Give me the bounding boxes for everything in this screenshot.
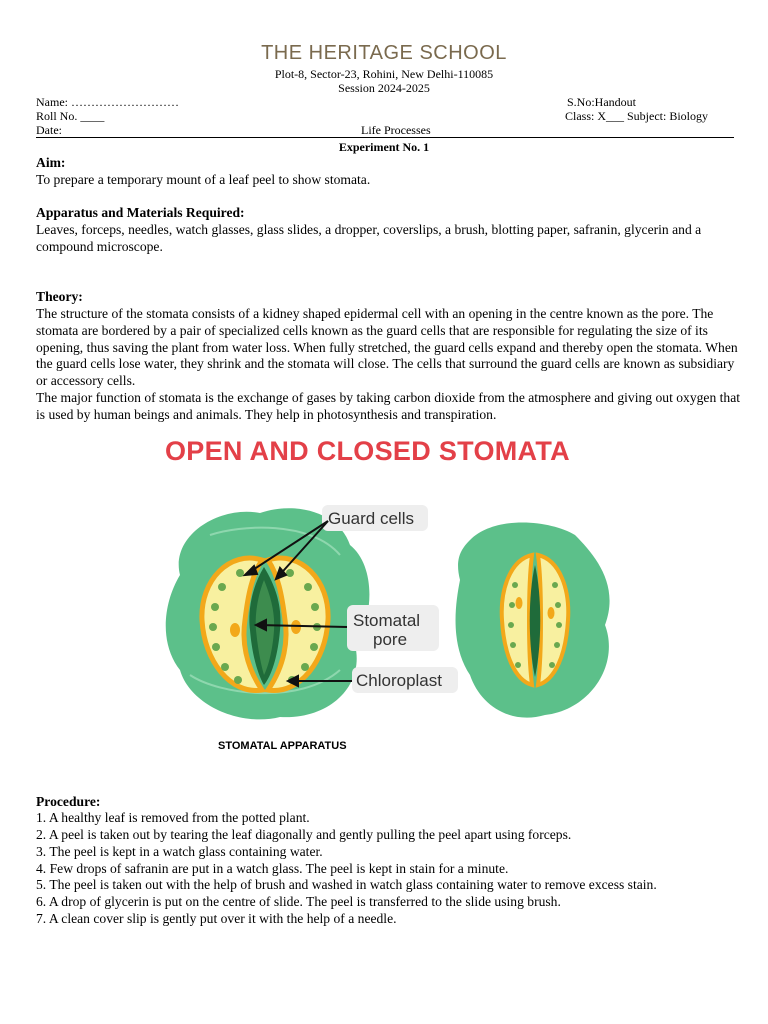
- session: Session 2024-2025: [338, 81, 430, 95]
- procedure-step: 6. A drop of glycerin is put on the centre of slide. The peel is transferred to the slide using brush.: [36, 894, 561, 909]
- chapter-name: Life Processes: [361, 123, 431, 137]
- label-stomatal: Stomatal: [353, 611, 421, 630]
- class-subject: Class: X___ Subject: Biology: [565, 109, 709, 123]
- name-field: Name: ………………………: [36, 95, 179, 109]
- roll-number-field: Roll No. ____: [36, 109, 105, 123]
- label-chloroplast: Chloroplast: [356, 671, 442, 690]
- procedure-step: 4. Few drops of safranin are put in a watch glass. The peel is kept in stain for a minute.: [36, 861, 509, 876]
- school-name: THE HERITAGE SCHOOL: [261, 42, 507, 64]
- aim-text: To prepare a temporary mount of a leaf peel to show stomata.: [36, 172, 371, 187]
- label-pore: pore: [373, 630, 408, 649]
- procedure-step: 3. The peel is kept in a watch glass containing water.: [36, 844, 323, 859]
- header-divider: [36, 137, 734, 138]
- figure-caption: STOMATAL APPARATUS: [218, 740, 347, 752]
- theory-heading: Theory:: [36, 289, 83, 304]
- date-field: Date:: [36, 123, 62, 137]
- experiment-number: Experiment No. 1: [338, 140, 430, 154]
- procedure-heading: Procedure:: [36, 794, 101, 809]
- theory-paragraph-2: The major function of stomata is the exchange of gases by taking carbon dioxide from the atmosphere and giving out oxygen that is used by human beings and animals. They help in photosynthesis and transpiration.: [36, 390, 741, 422]
- school-address: Plot-8, Sector-23, Rohini, New Delhi-110085: [274, 67, 494, 81]
- aim-heading: Aim:: [36, 155, 66, 170]
- apparatus-heading: Apparatus and Materials Required:: [36, 205, 245, 220]
- label-guard-cells: Guard cells: [328, 509, 414, 528]
- procedure-step: 7. A clean cover slip is gently put over it with the help of a needle.: [36, 911, 397, 926]
- procedure-step: 1. A healthy leaf is removed from the potted plant.: [36, 810, 310, 825]
- procedure-step: 5. The peel is taken out with the help of brush and washed in watch glass containing water to remove excess stain.: [36, 877, 657, 892]
- apparatus-text: Leaves, forceps, needles, watch glasses, glass slides, a dropper, coverslips, a brush, blotting paper, safranin, glycerin and a compound microscope.: [36, 222, 702, 254]
- stomata-diagram: [150, 495, 630, 730]
- theory-paragraph-1: The structure of the stomata consists of a kidney shaped epidermal cell with an opening in the centre known as the pore. The stomata are bordered by a pair of specialized cells known as the guard cells that are responsible for regulating the size of its opening, thus saving the plant from water loss. When fully stretched, the guard cells expand and thereby open the stomata. When the guard cells lose water, they shrink and the stomata will close. The cells that surround the guard cells are known as subsidiary or accessory cells.: [36, 306, 738, 389]
- procedure-step: 2. A peel is taken out by tearing the leaf diagonally and gently pulling the peel apart using forceps.: [36, 827, 572, 842]
- serial-number: S.No:Handout: [567, 95, 636, 109]
- figure-title: OPEN AND CLOSED STOMATA: [165, 436, 570, 466]
